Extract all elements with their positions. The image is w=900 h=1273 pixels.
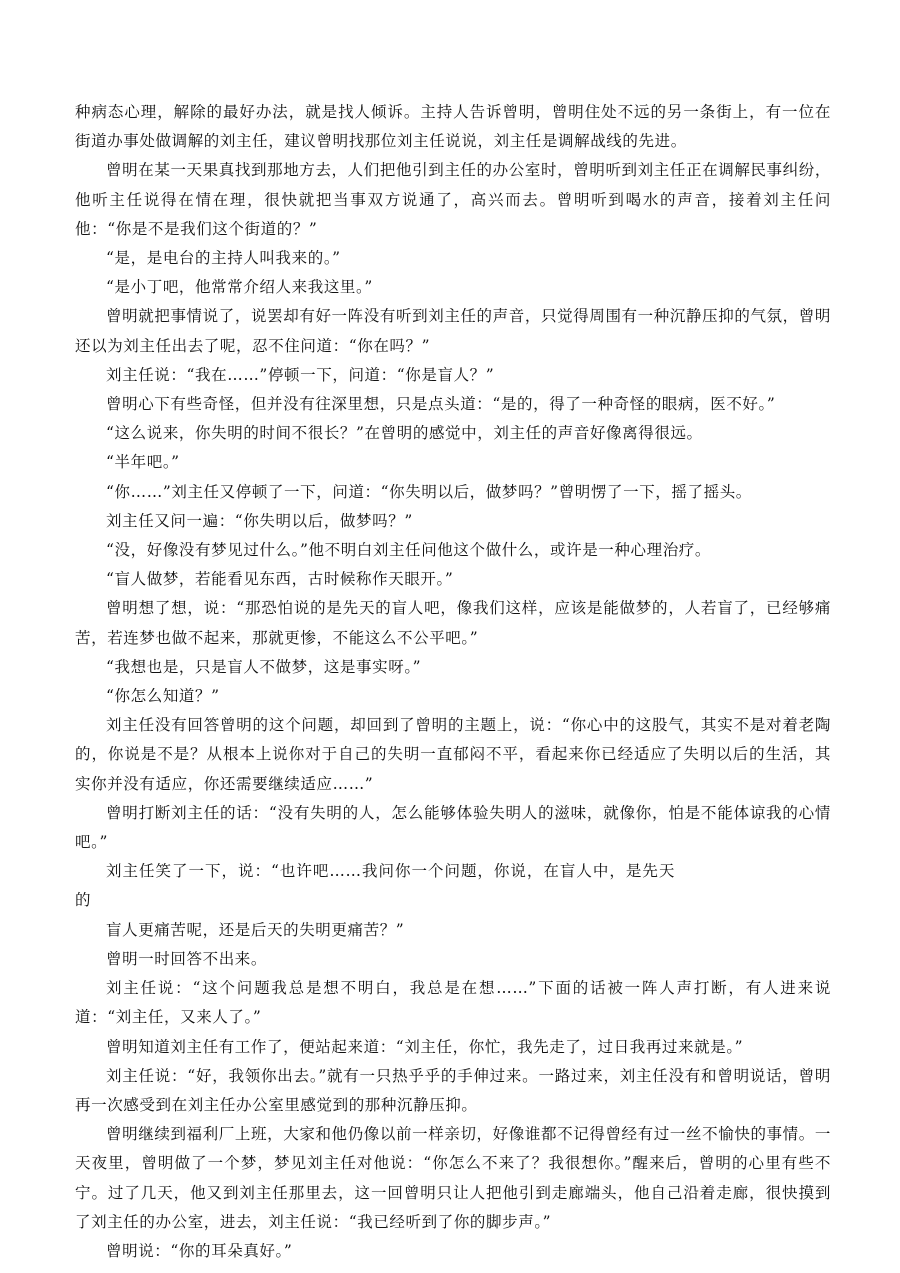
paragraph: 曾明继续到福利厂上班，大家和他仍像以前一样亲切，好像谁都不记得曾经有过一丝不愉快的事情。一天夜里，曾明做了一个梦，梦见刘主任对他说：“你怎么不来了？我很想你。”醒来后，曾明的心里有些不宁。过了几天，他又到刘主任那里去，这一回曾明只让人把他引到走廊端头，他自己沿着走廊，很快摸到了刘主任的办公室，进去，刘主任说：“我已经听到了你的脚步声。” [75, 1125, 831, 1231]
paragraph: 刘主任说：“这个问题我总是想不明白，我总是在想……”下面的话被一阵人声打断，有人进来说道：“刘主任，又来人了。” [75, 979, 831, 1027]
paragraph: 曾明在某一天果真找到那地方去，人们把他引到主任的办公室时，曾明听到刘主任正在调解民事纠纷，他听主任说得在情在理，很快就把当事双方说通了，高兴而去。曾明听到喝水的声音，接着刘主任问他：“你是不是我们这个街道的？” [75, 161, 831, 238]
paragraph: “这么说来，你失明的时间不很长？”在曾明的感觉中，刘主任的声音好像离得很远。 [106, 424, 703, 443]
paragraph: 曾明打断刘主任的话：“没有失明的人，怎么能够体验失明人的滋味，就像你，怕是不能体谅我的心情吧。” [75, 803, 831, 852]
paragraph: “你……”刘主任又停顿了一下，问道：“你失明以后，做梦吗？”曾明愣了一下，摇了摇头。 [106, 482, 752, 501]
paragraph: 盲人更痛苦呢，还是后天的失明更痛苦？” [106, 920, 405, 939]
article-body [75, 98, 831, 1266]
paragraph: 刘主任说：“好，我领你出去。”就有一只热乎乎的手伸过来。一路过来，刘主任没有和曾明说话，曾明再一次感受到在刘主任办公室里感觉到的那种沉静压抑。 [75, 1066, 831, 1114]
paragraph: 刘主任笑了一下，说：“也许吧……我问你一个问题，你说，在盲人中，是先天的 [75, 862, 675, 910]
paragraph: 曾明知道刘主任有工作了，便站起来道：“刘主任，你忙，我先走了，过日我再过来就是。” [106, 1037, 744, 1056]
paragraph: 种病态心理，解除的最好办法，就是找人倾诉。主持人告诉曾明，曾明住处不远的另一条街上，有一位在街道办事处做调解的刘主任，建议曾明找那位刘主任说说，刘主任是调解战线的先进。 [75, 103, 831, 151]
paragraph: 曾明心下有些奇怪，但并没有往深里想，只是点头道：“是的，得了一种奇怪的眼病，医不好。” [106, 395, 776, 414]
paragraph: 曾明一时回答不出来。 [106, 949, 268, 968]
paragraph: “没，好像没有梦见过什么。”他不明白刘主任问他这个做什么，或许是一种心理治疗。 [106, 541, 712, 560]
paragraph: 刘主任又问一遍：“你失明以后，做梦吗？” [106, 511, 413, 530]
paragraph: “是，是电台的主持人叫我来的。” [106, 249, 341, 268]
paragraph: “是小丁吧，他常常介绍人来我这里。” [106, 278, 373, 297]
paragraph: 曾明说：“你的耳朵真好。” [106, 1241, 293, 1260]
paragraph: 刘主任说：“我在……”停顿一下，问道：“你是盲人？” [106, 365, 495, 384]
paragraph: 曾明想了想，说：“那恐怕说的是先天的盲人吧，像我们这样，应该是能做梦的，人若盲了，已经够痛苦，若连梦也做不起来，那就更惨，不能这么不公平吧。” [75, 599, 831, 647]
paragraph: “你怎么知道？” [106, 687, 220, 706]
paragraph: “我想也是，只是盲人不做梦，这是事实呀。” [106, 657, 422, 676]
paragraph: “半年吧。” [106, 453, 180, 472]
paragraph: 刘主任没有回答曾明的这个问题，却回到了曾明的主题上，说：“你心中的这股气，其实不是对着老陶的，你说是不是？从根本上说你对于自己的失明一直郁闷不平，看起来你已经适应了失明以后的生活，其实你并没有适应，你还需要继续适应……” [75, 716, 831, 793]
paragraph: “盲人做梦，若能看见东西，古时候称作天眼开。” [106, 570, 454, 589]
paragraph: 曾明就把事情说了，说罢却有好一阵没有听到刘主任的声音，只觉得周围有一种沉静压抑的气氛，曾明还以为刘主任出去了呢，忍不住问道：“你在吗？” [75, 307, 831, 355]
